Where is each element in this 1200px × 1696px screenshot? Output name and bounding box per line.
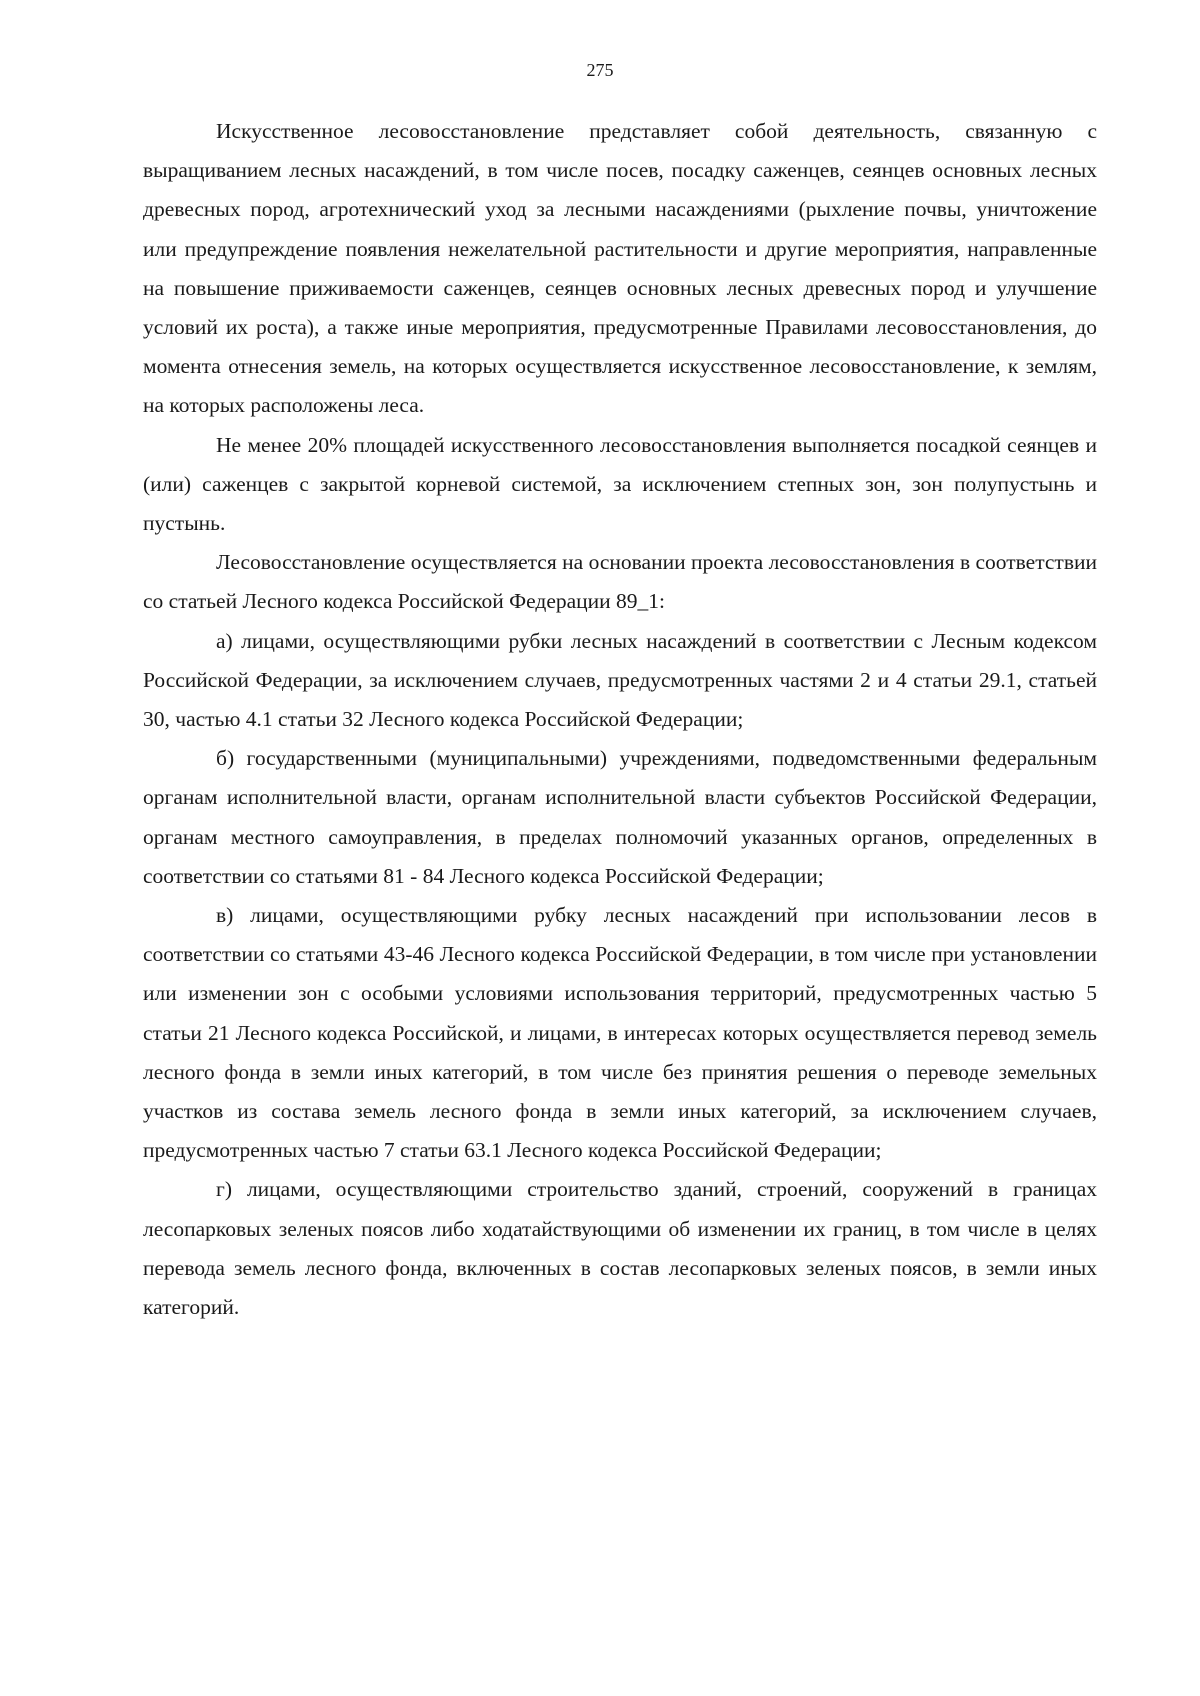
paragraph-artificial-reforestation: Искусственное лесовосстановление представляет собой деятельность, связанную с выращиванием лесных насаждений, в том числе посев, посадку саженцев, сеянцев основных лесных древесных пород, агротехнический уход за лесными насаждениями (рыхление почвы, уничтожение или предупреждение появления нежелательной растительности и другие мероприятия, направленные на повышение приживаемости саженцев, сеянцев основных лесных древесных пород и улучшение условий их роста), а также иные мероприятия, предусмотренные Правилами лесовосстановления, до момента отнесения земель, на которых осуществляется искусственное лесовосстановление, к землям, на которых расположены леса. xyxy=(143,119,1097,418)
page-number: 275 xyxy=(586,60,614,80)
document-body xyxy=(143,112,1097,1327)
list-item-b: б) государственными (муниципальными) учреждениями, подведомственными федеральным органам исполнительной власти, органам исполнительной власти субъектов Российской Федерации, органам местного самоуправления, в пределах полномочий указанных органов, определенных в соответствии со статьями 81 - 84 Лесного кодекса Российской Федерации; xyxy=(143,746,1097,888)
paragraph-closed-root-system: Не менее 20% площадей искусственного лесовосстановления выполняется посадкой сеянцев и (или) саженцев с закрытой корневой системой, за исключением степных зон, зон полупустынь и пустынь. xyxy=(143,432,1097,536)
paragraph-reforestation-project: Лесовосстановление осуществляется на основании проекта лесовосстановления в соответствии со статьей Лесного кодекса Российской Федерации 89_1: xyxy=(143,550,1097,614)
list-item-a: а) лицами, осуществляющими рубки лесных насаждений в соответствии с Лесным кодексом Российской Федерации, за исключением случаев, предусмотренных частями 2 и 4 статьи 29.1, статьей 30, частью 4.1 статьи 32 Лесного кодекса Российской Федерации; xyxy=(143,628,1097,732)
list-item-g: г) лицами, осуществляющими строительство зданий, строений, сооружений в границах лесопарковых зеленых поясов либо ходатайствующими об изменении их границ, в том числе в целях перевода земель лесного фонда, включенных в состав лесопарковых зеленых поясов, в земли иных категорий. xyxy=(143,1177,1097,1320)
list-item-v: в) лицами, осуществляющими рубку лесных насаждений при использовании лесов в соответствии со статьями 43-46 Лесного кодекса Российской Федерации, в том числе при установлении или изменении зон с особыми условиями использования территорий, предусмотренных частью 5 статьи 21 Лесного кодекса Российской, и лицами, в интересах которых осуществляется перевод земель лесного фонда в земли иных категорий, в том числе без принятия решения о переводе земельных участков из состава земель лесного фонда в земли иных категорий, за исключением случаев, предусмотренных частью 7 статьи 63.1 Лесного кодекса Российской Федерации; xyxy=(143,903,1097,1163)
